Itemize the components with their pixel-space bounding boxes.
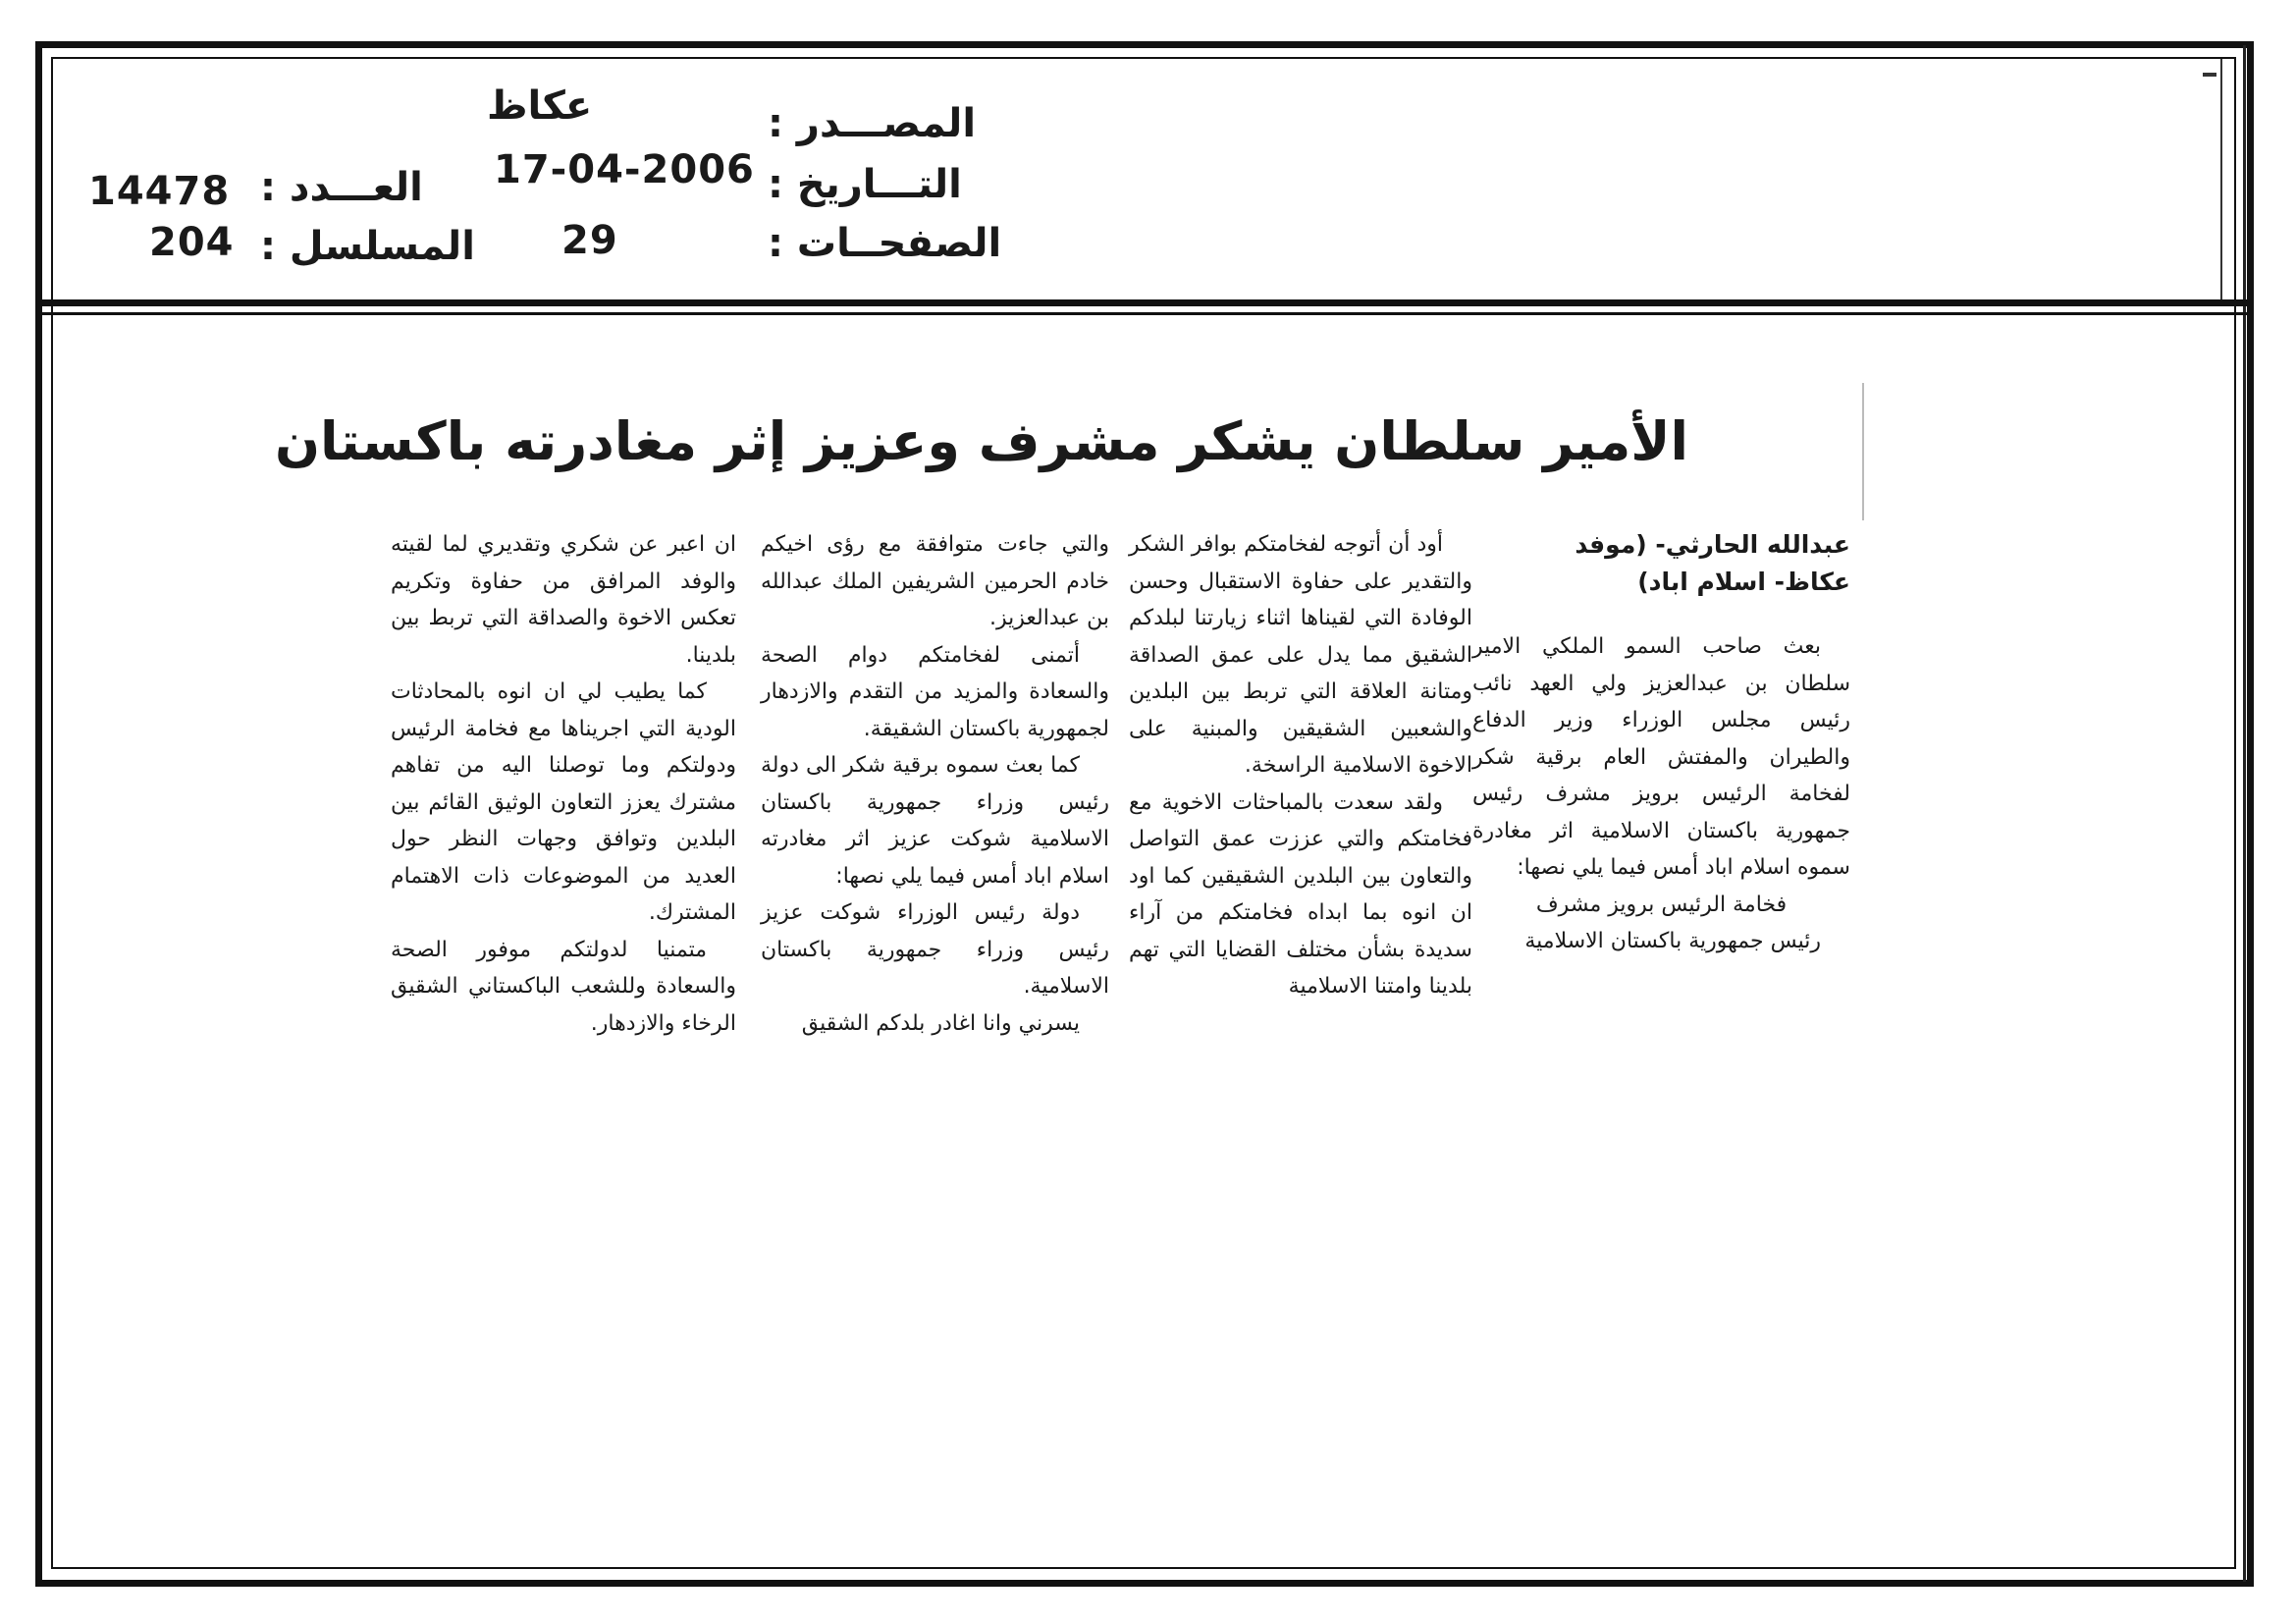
article-column-4 [391,526,736,1042]
issue-label: العـــدد : [260,165,423,210]
header-rule-thin [39,312,2250,315]
clipping-edge-mark [1862,383,1864,520]
article-column-2 [1129,526,1472,1005]
paragraph: متمنيا لدولتكم موفور الصحة والسعادة وللشعب الباكستاني الشقيق الرخاء والازدهار. [391,937,736,1036]
pages-label: الصفحــات : [768,221,1002,266]
paragraph: ان اعبر عن شكري وتقديري لما لقيته والوفد المرافق من حفاوة وتكريم تعكس الاخوة والصداقة التي تربط بين بلدينا. [391,532,736,668]
serial-value: 204 [149,220,235,265]
byline-line-1: عبدالله الحارثي- (موفد [1575,530,1850,559]
issue-value: 14478 [88,169,231,214]
article-byline [1571,526,1850,601]
paragraph: أود أن أتوجه لفخامتكم بوافر الشكر والتقدير على حفاوة الاستقبال وحسن الوفادة التي لقيناها اثناء زيارتنا لبلدكم الشقيق مما يدل على عمق الصداقة ومتانة العلاقة التي تربط بين البلدين والشعبين الشقيقين والمبنية على الاخوة الاسلامية الراسخة. [1129,532,1472,778]
serial-label: المسلسل : [260,224,475,269]
right-rule [2243,45,2246,1582]
article-headline: الأمير سلطان يشكر مشرف وعزيز إثر مغادرته باكستان [274,410,1688,472]
header-vertical-rule [2220,59,2222,300]
paragraph: دولة رئيس الوزراء شوكت عزيز رئيس وزراء جمهورية باكستان الاسلامية. [761,900,1109,999]
paragraph: كما يطيب لي ان انوه بالمحادثات الودية التي اجريناها مع فخامة الرئيس ودولتكم وما توصلنا اليه من تفاهم مشترك يعزز التعاون الوثيق القائم بين البلدين وتوافق وجهات النظر حول العديد من الموضوعات ذات الاهتمام المشترك. [391,679,736,925]
header-rule-thick [39,299,2250,306]
paragraph: فخامة الرئيس برويز مشرف [1535,892,1788,917]
paragraph: أتمنى لفخامتكم دوام الصحة والسعادة والمزيد من التقدم والازدهار لجمهورية باكستان الشقيقة. [761,642,1109,741]
source-label: المصـــدر : [768,101,977,146]
paragraph: رئيس جمهورية باكستان الاسلامية [1524,929,1821,953]
byline-line-2: عكاظ- اسلام اباد) [1637,568,1850,596]
date-label: التـــاريخ : [768,162,962,207]
paragraph: ولقد سعدت بالمباحثات الاخوية مع فخامتكم والتي عززت عمق التواصل والتعاون بين البلدين الشقيقين كما اود ان انوه بما ابداه فخامتكم من آراء سديدة بشأن مختلف القضايا التي تهم بلدينا وامتنا الاسلامية [1129,789,1472,999]
date-value: 17-04-2006 [494,147,755,192]
paragraph: والتي جاءت متوافقة مع رؤى اخيكم خادم الحرمين الشريفين الملك عبدالله بن عبدالعزيز. [761,532,1109,630]
article-column-3 [761,526,1109,1042]
paragraph: بعث صاحب السمو الملكي الامير سلطان بن عبدالعزيز ولي العهد نائب رئيس مجلس الوزراء وزير الدفاع والطيران والمفتش العام برقية شكر لفخامة الرئيس برويز مشرف رئيس جمهورية باكستان الاسلامية اثر مغادرة سموه اسلام اباد أمس فيما يلي نصها: [1472,634,1850,880]
paragraph: كما بعث سموه برقية شكر الى دولة رئيس وزراء جمهورية باكستان الاسلامية شوكت عزيز اثر مغادرته اسلام اباد أمس فيما يلي نصها: [761,753,1109,889]
article-column-1 [1472,628,1850,960]
source-value: عكاظ [487,83,593,129]
pages-value: 29 [561,218,618,263]
paragraph: يسرني وانا اغادر بلدكم الشقيق [801,1010,1080,1036]
corner-tick [2203,73,2216,77]
